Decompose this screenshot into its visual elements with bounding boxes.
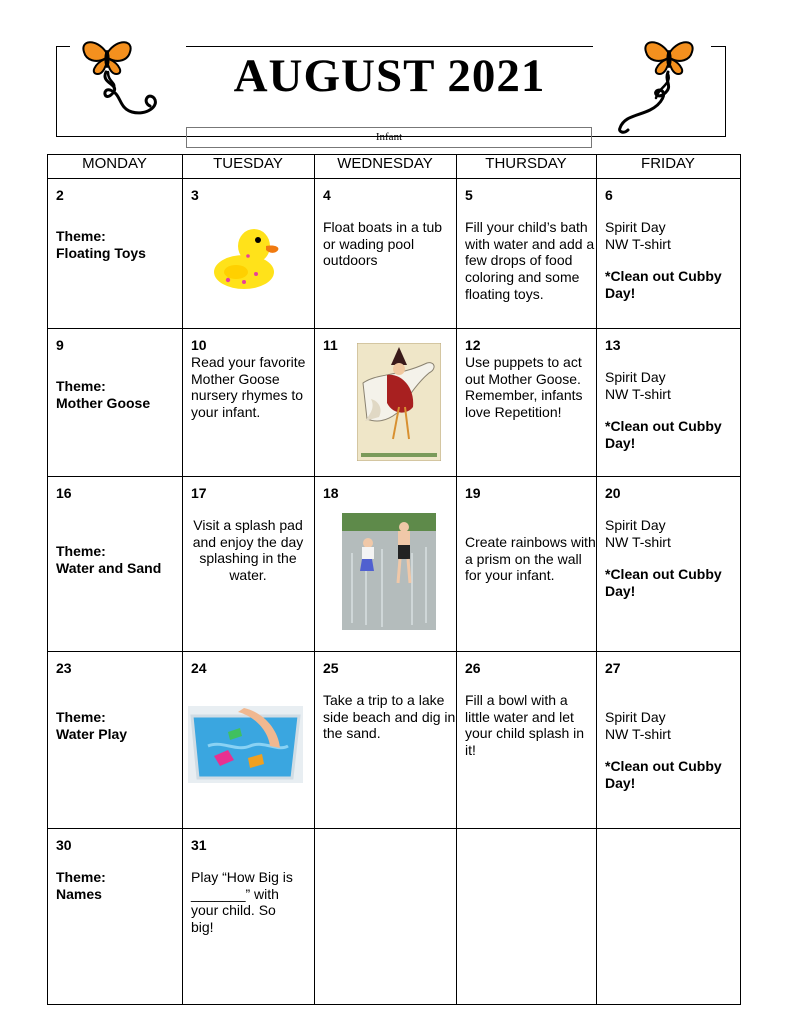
cubby-day-text: *Clean out Cubby Day! [605,758,722,792]
day-number: 5 [465,187,473,203]
day-cell-19 [456,476,596,651]
weekday-header-tuesday: TUESDAY [213,155,283,172]
activity-text: Play “How Big is _______” with your child. So big! [191,868,293,936]
day-number: 26 [465,660,481,676]
theme-label: Theme: [56,868,106,885]
day-cell-13 [596,328,740,476]
weekday-header-monday: MONDAY [82,155,147,172]
day-cell-6 [596,178,740,328]
day-number: 9 [56,337,64,353]
day-number: 19 [465,485,481,501]
theme-name: Water and Sand [56,559,162,576]
page-title: AUGUST 2021 [233,50,546,102]
day-cell-2 [47,178,182,328]
weekday-header-wednesday: WEDNESDAY [337,155,433,172]
day-cell-20 [596,476,740,651]
header-frame-left-corner [56,46,70,47]
spirit-day-text: Spirit Day [605,218,666,235]
theme-name: Names [56,885,102,902]
day-cell-27 [596,651,740,828]
day-number: 13 [605,337,621,353]
day-cell-4 [314,178,456,328]
tshirt-text: NW T-shirt [605,235,671,252]
day-cell-10 [182,328,314,476]
day-cell-25 [314,651,456,828]
activity-text: Fill a bowl with a little water and let your child splash in it! [465,691,585,759]
grid-line [740,154,741,1005]
day-number: 17 [191,485,207,501]
header-frame-left [56,46,57,136]
butterfly-right-icon [606,32,702,134]
grid-line [47,1004,741,1005]
tshirt-text: NW T-shirt [605,385,671,402]
day-number: 10 [191,337,207,353]
rubber-duck-image [210,222,282,292]
day-cell-12 [456,328,596,476]
day-cell-23 [47,651,182,828]
spirit-day-text: Spirit Day [605,516,666,533]
day-number: 4 [323,187,331,203]
calendar-grid [47,154,741,1005]
activity-text: Read your favorite Mother Goose nursery rhymes to your infant. [191,353,306,421]
day-cell-17 [182,476,314,651]
day-number: 23 [56,660,72,676]
day-number: 11 [323,337,338,353]
activity-text: Create rainbows with a prism on the wall for your infant. [465,533,596,584]
theme-name: Floating Toys [56,244,146,261]
day-cell-26 [456,651,596,828]
day-number: 20 [605,485,621,501]
theme-label: Theme: [56,227,106,244]
activity-text: Float boats in a tub or wading pool outdoors [323,218,443,269]
theme-label: Theme: [56,542,106,559]
header-frame-top [186,46,593,47]
day-number: 6 [605,187,613,203]
day-number: 18 [323,485,339,501]
page-subtitle: Infant [375,131,403,143]
activity-text: Visit a splash pad and enjoy the day splashing in the water. [192,516,304,584]
theme-label: Theme: [56,377,106,394]
day-cell-5 [456,178,596,328]
activity-text: Fill your child’s bath with water and add a few drops of food coloring and some floating toys. [465,218,595,302]
day-number: 30 [56,837,72,853]
cubby-day-text: *Clean out Cubby Day! [605,268,722,302]
day-number: 25 [323,660,339,676]
theme-label: Theme: [56,708,106,725]
day-number: 2 [56,187,64,203]
water-play-image [188,706,303,783]
header-frame-right [725,46,726,136]
weekday-header-friday: FRIDAY [641,155,695,172]
day-number: 24 [191,660,207,676]
day-number: 16 [56,485,72,501]
spirit-day-text: Spirit Day [605,708,666,725]
day-number: 3 [191,187,199,203]
day-cell-9 [47,328,182,476]
header-frame-right-corner [711,46,725,47]
spirit-day-text: Spirit Day [605,368,666,385]
theme-name: Mother Goose [56,394,151,411]
activity-text: Use puppets to act out Mother Goose. Remember, infants love Repetition! [465,353,583,421]
day-cell-31 [182,828,314,1004]
theme-name: Water Play [56,725,128,742]
cubby-day-text: *Clean out Cubby Day! [605,418,722,452]
tshirt-text: NW T-shirt [605,725,671,742]
mother-goose-image [357,343,441,461]
day-number: 31 [191,837,207,853]
day-number: 27 [605,660,621,676]
day-cell-16 [47,476,182,651]
tshirt-text: NW T-shirt [605,533,671,550]
butterfly-left-icon [78,32,168,134]
weekday-header-thursday: THURSDAY [485,155,567,172]
splash-pad-image [342,513,436,630]
cubby-day-text: *Clean out Cubby Day! [605,566,722,600]
activity-text: Take a trip to a lake side beach and dig in the sand. [323,691,456,742]
day-cell-30 [47,828,182,1004]
day-number: 12 [465,337,481,353]
